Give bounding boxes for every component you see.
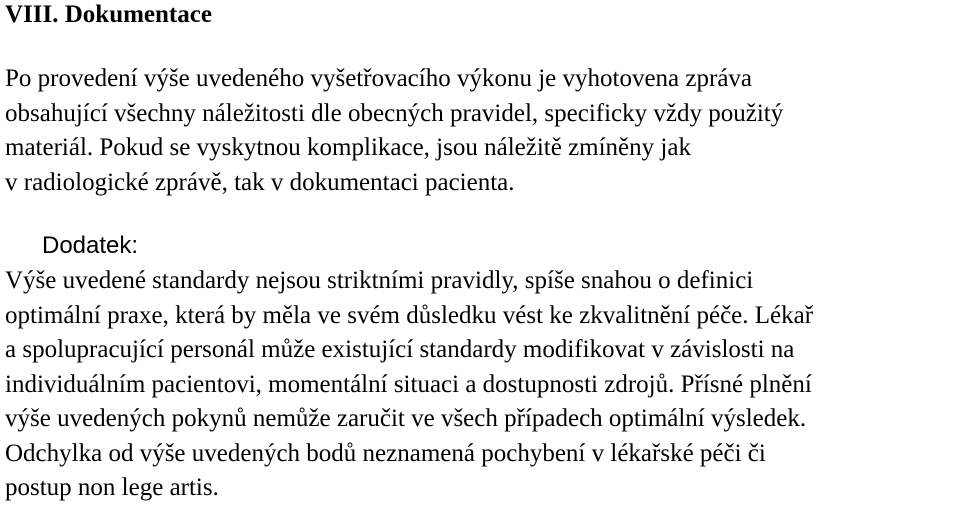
paragraph-line: obsahující všechny náležitosti dle obecných pravidel, specificky vždy použitý — [5, 99, 784, 127]
paragraph-line: Po provedení výše uvedeného vyšetřovacího výkonu je vyhotovena zpráva — [5, 65, 753, 92]
paragraph-line: postup non lege artis. — [5, 474, 219, 501]
paragraph-line: Odchylka od výše uvedených bodů neznamená pochybení v lékařské péči či — [5, 439, 766, 467]
addendum-label: Dodatek: — [42, 232, 139, 259]
paragraph-line: optimální praxe, která by měla ve svém důsledku vést ke zkvalitnění péče. Lékař — [5, 301, 814, 329]
paragraph-line: materiál. Pokud se vyskytnou komplikace, jsou náležitě zmíněny jak — [5, 134, 691, 161]
addendum-paragraph — [5, 264, 813, 506]
paragraph-line: individuálním pacientovi, momentální situaci a dostupnosti zdrojů. Přísné plnění — [5, 370, 812, 398]
paragraph-line: v radiologické zprávě, tak v dokumentaci pacienta. — [5, 168, 515, 196]
documentation-paragraph — [5, 62, 783, 200]
paragraph-line: Výše uvedené standardy nejsou striktními pravidly, spíše snahou o definici — [5, 267, 754, 294]
section-heading: VIII. Dokumentace — [5, 1, 212, 28]
paragraph-line: výše uvedených pokynů nemůže zaručit ve všech případech optimální výsledek. — [5, 405, 807, 432]
paragraph-line: a spolupracující personál může existující standardy modifikovat v závislosti na — [5, 336, 795, 363]
